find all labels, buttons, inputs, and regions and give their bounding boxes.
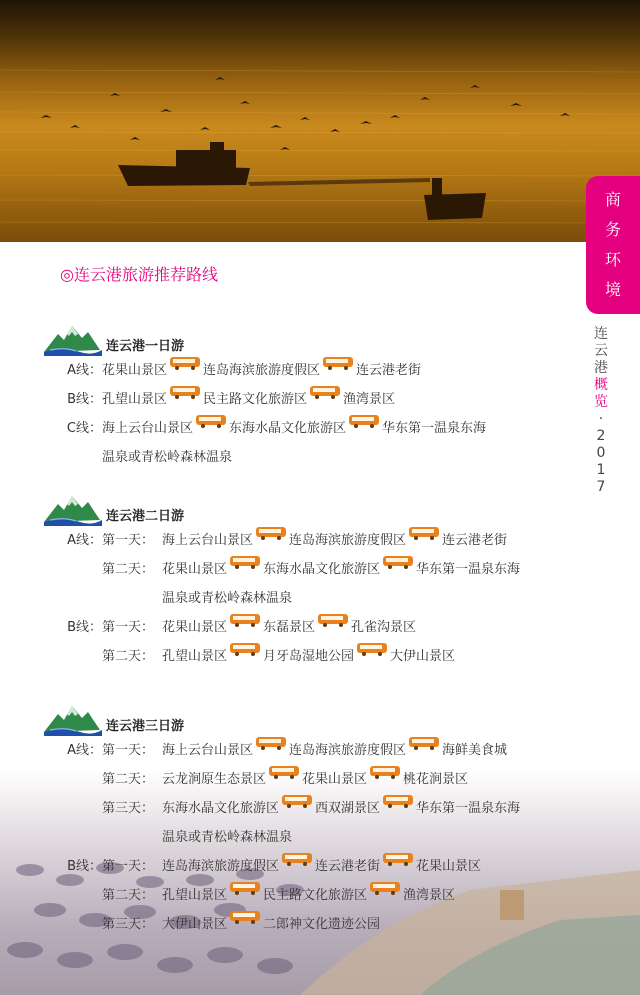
route-stop: 桃花涧景区 (403, 772, 469, 787)
bus-icon (309, 385, 341, 399)
route-stop: 渔湾景区 (343, 392, 396, 407)
day-label: 第二天： (102, 562, 155, 577)
bus-icon (195, 414, 227, 428)
bus-icon (382, 852, 414, 866)
side-separator: · (598, 411, 604, 427)
mountain-logo-icon (42, 320, 104, 356)
route-line-row (42, 555, 520, 584)
route-stop: 连云港老街 (356, 363, 422, 378)
day-label: 第二天： (102, 888, 155, 903)
route-continuation (42, 443, 486, 472)
line-label: B线： (67, 859, 102, 874)
bus-icon (255, 526, 287, 540)
route-stop: 花果山景区 (162, 620, 228, 635)
sunset-sea-illustration (0, 0, 640, 242)
bus-icon (229, 613, 261, 627)
tour-group-two-day (42, 486, 520, 671)
bus-icon (322, 356, 354, 370)
group-header (42, 316, 486, 356)
route-stop: 东海水晶文化旅游区 (263, 562, 381, 577)
route-line-row (42, 414, 486, 443)
route-stop: 云龙涧原生态景区 (162, 772, 267, 787)
section-tab-business-environment[interactable] (586, 176, 640, 314)
side-year-char: 7 (596, 479, 606, 495)
route-stop: 连云港老街 (442, 533, 508, 548)
route-stop: 孔望山景区 (102, 392, 168, 407)
group-header (42, 696, 520, 736)
day-label: 第一天： (102, 620, 155, 635)
route-stop: 东海水晶文化旅游区 (229, 421, 347, 436)
route-stop: 二郎神文化遗迹公园 (263, 917, 381, 932)
group-header (42, 486, 520, 526)
side-city-char: 云 (594, 343, 608, 359)
group-title: 连云港三日游 (106, 719, 185, 734)
route-stop: 大伊山景区 (390, 649, 456, 664)
route-stop: 华东第一温泉东海 (416, 562, 521, 577)
section-title: ◎连云港旅游推荐路线 (60, 265, 218, 284)
route-line-row (42, 765, 520, 794)
route-stop: 海上云台山景区 (102, 421, 194, 436)
bus-icon (382, 794, 414, 808)
route-stop: 孔望山景区 (162, 888, 228, 903)
group-title: 连云港一日游 (106, 339, 185, 354)
route-stop: 连岛海滨旅游度假区 (162, 859, 280, 874)
day-label: 第三天： (102, 917, 155, 932)
bus-icon (356, 642, 388, 656)
bus-icon (255, 736, 287, 750)
bus-icon (348, 414, 380, 428)
bus-icon (408, 736, 440, 750)
line-label: B线： (67, 392, 102, 407)
group-title: 连云港二日游 (106, 509, 185, 524)
bus-icon (408, 526, 440, 540)
route-stop: 花果山景区 (416, 859, 482, 874)
route-stop: 海鲜美食城 (442, 743, 508, 758)
bus-icon (229, 642, 261, 656)
side-year-char: 0 (596, 445, 606, 461)
route-line-row (42, 910, 520, 939)
route-stop: 花果山景区 (102, 363, 168, 378)
mountain-logo-icon (42, 490, 104, 526)
route-stop-continued: 温泉或青松岭森林温泉 (162, 591, 293, 606)
line-label: C线： (66, 421, 102, 436)
day-label: 第一天： (102, 743, 155, 758)
line-label (42, 555, 102, 584)
route-stop: 渔湾景区 (403, 888, 456, 903)
bus-icon (169, 356, 201, 370)
line-label (42, 910, 102, 939)
route-line-row (42, 736, 520, 765)
route-stop-continued: 温泉或青松岭森林温泉 (102, 450, 233, 465)
route-line-row (42, 385, 486, 414)
route-stop: 孔望山景区 (162, 649, 228, 664)
line-label: A线： (67, 533, 102, 548)
side-tab-char: 境 (604, 280, 621, 299)
side-year-char: 2 (596, 428, 606, 444)
route-stop: 月牙岛湿地公园 (263, 649, 355, 664)
line-label: A线： (67, 363, 102, 378)
sunset-sea-photo (0, 0, 640, 242)
side-city-char: 连 (594, 326, 608, 342)
bus-icon (281, 794, 313, 808)
route-stop: 连岛海滨旅游度假区 (289, 743, 407, 758)
tour-group-three-day (42, 696, 520, 939)
line-label (42, 642, 102, 671)
route-stop: 花果山景区 (162, 562, 228, 577)
bus-icon (229, 555, 261, 569)
side-city-char: 港 (594, 360, 608, 376)
day-label: 第三天： (102, 801, 155, 816)
side-label-char: 概 (594, 377, 608, 393)
route-line-row (42, 794, 520, 823)
route-stop: 民主路文化旅游区 (263, 888, 368, 903)
line-label: B线： (67, 620, 102, 635)
route-stop: 华东第一温泉东海 (416, 801, 521, 816)
route-continuation (42, 823, 520, 852)
line-label: A线： (67, 743, 102, 758)
route-stop: 西双湖景区 (315, 801, 381, 816)
route-stop: 连云港老街 (315, 859, 381, 874)
route-line-row (42, 356, 486, 385)
bus-icon (229, 910, 261, 924)
bus-icon (268, 765, 300, 779)
route-line-row (42, 526, 520, 555)
route-stop-continued: 温泉或青松岭森林温泉 (162, 830, 293, 845)
route-stop: 民主路文化旅游区 (203, 392, 308, 407)
route-stop: 连岛海滨旅游度假区 (289, 533, 407, 548)
route-stop: 花果山景区 (302, 772, 368, 787)
line-label (42, 794, 102, 823)
side-tab-char: 务 (604, 220, 621, 239)
day-label: 第一天： (102, 533, 155, 548)
route-stop: 东海水晶文化旅游区 (162, 801, 280, 816)
route-stop: 连岛海滨旅游度假区 (203, 363, 321, 378)
route-stop: 大伊山景区 (162, 917, 228, 932)
bus-icon (281, 852, 313, 866)
side-year-char: 1 (596, 462, 606, 478)
route-stop: 海上云台山景区 (162, 533, 254, 548)
route-line-row (42, 613, 520, 642)
tour-group-one-day (42, 316, 486, 472)
line-label (42, 881, 102, 910)
bus-icon (169, 385, 201, 399)
route-line-row (42, 881, 520, 910)
side-running-title (590, 326, 612, 496)
bus-icon (369, 881, 401, 895)
bus-icon (317, 613, 349, 627)
bus-icon (369, 765, 401, 779)
route-stop: 海上云台山景区 (162, 743, 254, 758)
route-continuation (42, 584, 520, 613)
side-tab-char: 环 (604, 250, 621, 269)
day-label: 第一天： (102, 859, 155, 874)
bus-icon (229, 881, 261, 895)
route-line-row (42, 642, 520, 671)
line-label (42, 765, 102, 794)
route-stop: 华东第一温泉东海 (382, 421, 487, 436)
bus-icon (382, 555, 414, 569)
day-label: 第二天： (102, 772, 155, 787)
route-stop: 东磊景区 (263, 620, 316, 635)
day-label: 第二天： (102, 649, 155, 664)
mountain-logo-icon (42, 700, 104, 736)
route-stop: 孔雀沟景区 (351, 620, 417, 635)
side-tab-char: 商 (604, 190, 621, 209)
route-line-row (42, 852, 520, 881)
side-label-char: 览 (594, 394, 608, 410)
